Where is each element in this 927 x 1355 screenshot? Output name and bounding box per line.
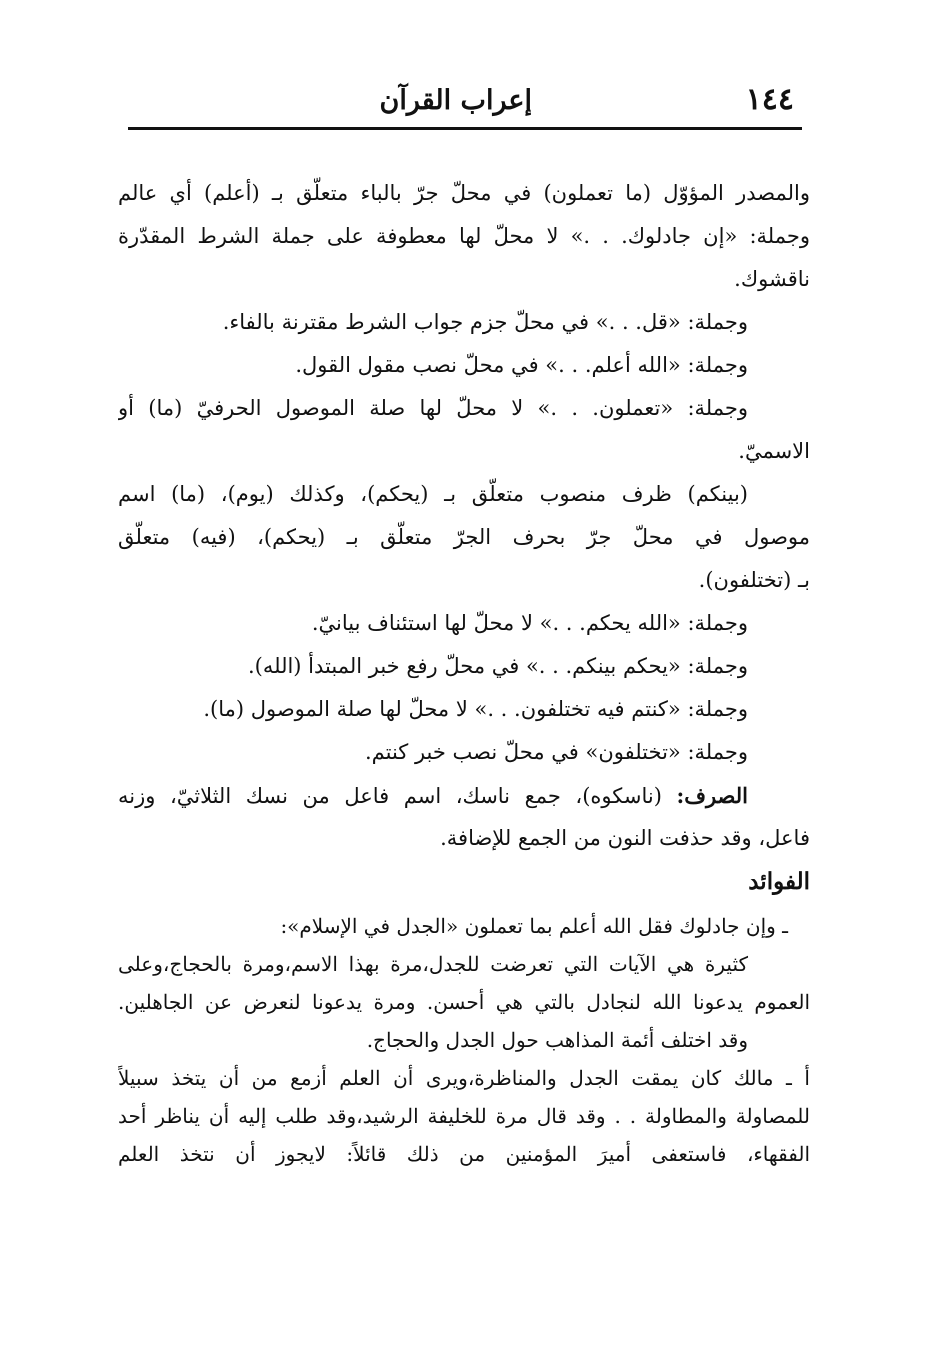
- text-line: العموم يدعونا الله لنجادل بالتي هي أحسن. ومرة يدعونا لنعرض عن الجاهلين.: [118, 990, 810, 1014]
- text-line: كثيرة هي الآيات التي تعرضت للجدل،مرة بهذا الاسم،ومرة بالحجاج،وعلى: [118, 952, 748, 976]
- text-line: وجملة: «تختلفون» في محلّ نصب خبر كنتم.: [364, 740, 748, 764]
- sarf-text: (ناسكوه)، جمع ناسك، اسم فاعل من نسك الثلاثيّ، وزنه: [118, 784, 677, 808]
- text-line: وجملة: «تعملون. . .» لا محلّ لها صلة الموصول الحرفيّ (ما) أو: [118, 396, 748, 420]
- text-line: وجملة: «الله يحكم. . .» لا محلّ لها استئناف بيانيّ.: [311, 611, 748, 635]
- section-heading-fawaid: الفوائد: [748, 868, 810, 895]
- text-line: فاعل، وقد حذفت النون من الجمع للإضافة.: [440, 826, 810, 850]
- text-line: والمصدر المؤوّل (ما تعملون) في محلّ جرّ بالباء متعلّق بـ (أعلم) أي عالم: [118, 181, 810, 205]
- text-line: وجملة: «يحكم بينكم. . .» في محلّ رفع خبر المبتدأ (الله).: [247, 654, 748, 678]
- text-line: (بينكم) ظرف منصوب متعلّق بـ (يحكم)، وكذلك (يوم)، (ما) اسم: [118, 482, 748, 506]
- text-line: الفقهاء، فاستعفى أميرَ المؤمنين من ذلك قائلاً: لايجوز أن نتخذ العلم: [118, 1142, 810, 1166]
- text-line: ناقشوك.: [734, 267, 810, 291]
- sarf-label: الصرف:: [676, 783, 748, 808]
- text-line: وجملة: «إن جادلوك. . .» لا محلّ لها معطوفة على جملة الشرط المقدّرة: [118, 224, 810, 248]
- header-rule: [128, 127, 802, 130]
- sarf-line: [118, 774, 810, 817]
- text-line: بـ (تختلفون).: [698, 568, 810, 592]
- text-line: ـ وإن جادلوك فقل الله أعلم بما تعملون «الجدل في الإسلام»:: [280, 914, 788, 938]
- text-line: أ ـ مالك كان يمقت الجدل والمناظرة،ويرى أن العلم أزمع من أن يتخذ سبيلاً: [118, 1066, 810, 1090]
- page-number: ١٤٤: [745, 82, 794, 117]
- text-line: للمصاولة والمطاولة . . وقد قال مرة للخليفة الرشيد،وقد طلب إليه أن يناظر أحد: [118, 1104, 810, 1128]
- text-line: موصول في محلّ جرّ بحرف الجرّ متعلّق بـ (يحكم)، (فيه) متعلّق: [118, 525, 810, 549]
- page-header: [128, 78, 802, 130]
- text-line: وجملة: «الله أعلم. . .» في محلّ نصب مقول القول.: [295, 353, 748, 377]
- page-body: [118, 172, 810, 1173]
- text-line: وجملة: «قل. . .» في محلّ جزم جواب الشرط مقترنة بالفاء.: [222, 310, 748, 334]
- text-line: وجملة: «كنتم فيه تختلفون. . .» لا محلّ لها صلة الموصول (ما).: [203, 697, 748, 721]
- text-line: وقد اختلف أئمة المذاهب حول الجدل والحجاج.: [366, 1028, 748, 1052]
- text-line: الاسميّ.: [738, 439, 810, 463]
- running-title: إعراب القرآن: [379, 85, 532, 116]
